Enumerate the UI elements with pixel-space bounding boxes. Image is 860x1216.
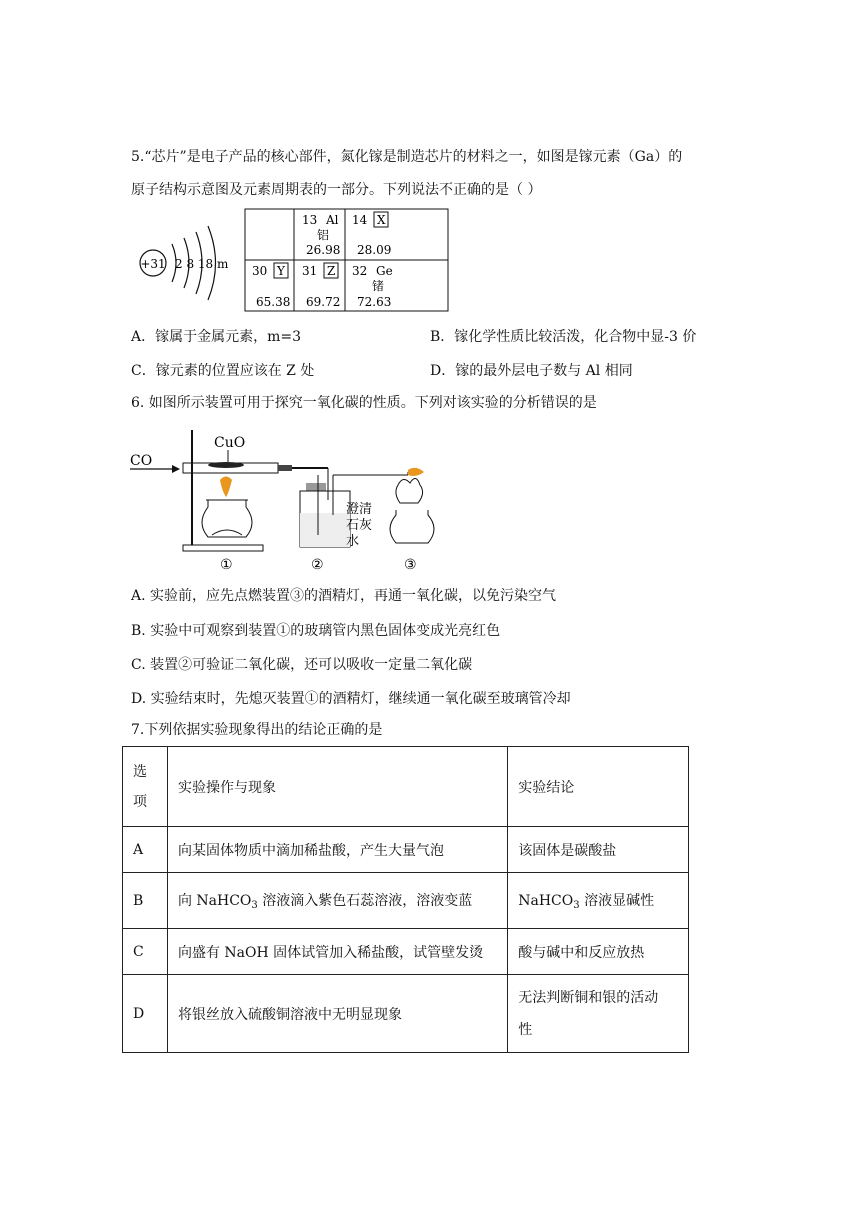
q6-option-c: C. 装置②可验证二氧化碳，还可以吸收一定量二氧化碳 (131, 657, 473, 673)
y-symbol: Y (277, 264, 285, 278)
q5-stem-line2: 原子结构示意图及元素周期表的一部分。下列说法不正确的是（ ） (131, 182, 542, 198)
x-symbol: X (377, 213, 386, 227)
al-mass: 26.98 (306, 243, 341, 257)
row-b-operation: 向 NaHCO$_3$ 溶液滴入紫色石蕊溶液，溶液变蓝 (167, 873, 507, 929)
apparatus-label-3: ③ (404, 557, 417, 573)
row-d-operation: 将银丝放入硫酸铜溶液中无明显现象 (167, 975, 507, 1053)
ge-mass: 72.63 (357, 295, 392, 309)
co-label: CO (130, 453, 153, 469)
ge-number: 32 (352, 264, 368, 278)
q5-option-d: D．镓的最外层电子数与 Al 相同 (430, 363, 633, 379)
periodic-table-fragment (245, 209, 448, 311)
y-number: 30 (252, 264, 268, 278)
al-name: 铝 (317, 228, 330, 242)
ge-name: 锗 (372, 279, 385, 293)
row-c-operation: 向盛有 NaOH 固体试管加入稀盐酸，试管壁发烫 (167, 929, 507, 975)
al-symbol: Al (326, 213, 339, 227)
cuo-label: CuO (214, 435, 246, 451)
limewater-label-1: 澄清 (346, 502, 373, 517)
row-a-operation: 向某固体物质中滴加稀盐酸，产生大量气泡 (167, 827, 507, 873)
table-row (123, 975, 689, 1053)
x-number: 14 (352, 213, 368, 227)
table-row (123, 873, 689, 929)
row-a-option: A (123, 827, 168, 873)
z-mass: 69.72 (306, 295, 341, 309)
row-d-option: D (123, 975, 168, 1053)
ge-symbol: Ge (376, 264, 393, 278)
q5-stem-line1: 5.“芯片”是电子产品的核心部件，氮化镓是制造芯片的材料之一，如图是镓元素（Ga）的 (131, 149, 683, 165)
z-number: 31 (302, 264, 318, 278)
q6-option-a: A. 实验前，应先点燃装置③的酒精灯，再通一氧化碳，以免污染空气 (131, 588, 557, 604)
row-d-conclusion: 无法判断铜和银的活动 性 (508, 975, 689, 1053)
electron-shells: 2 8 18 m (175, 257, 229, 271)
header-conclusion: 实验结论 (508, 747, 689, 827)
x-mass: 28.09 (357, 243, 392, 257)
nucleus-charge: +31 (140, 257, 166, 271)
y-mass: 65.38 (256, 295, 291, 309)
row-c-conclusion: 酸与碱中和反应放热 (508, 929, 689, 975)
header-option: 选 项 (123, 747, 168, 827)
limewater-label-2: 石灰 (346, 518, 373, 533)
row-c-option: C (123, 929, 168, 975)
limewater-label-3: 水 (346, 534, 360, 549)
table-row (123, 929, 689, 975)
apparatus-label-1: ① (220, 557, 233, 573)
q7-stem: 7.下列依据实验现象得出的结论正确的是 (131, 722, 383, 738)
q6-stem: 6. 如图所示装置可用于探究一氧化碳的性质。下列对该实验的分析错误的是 (131, 395, 597, 411)
row-a-conclusion: 该固体是碳酸盐 (508, 827, 689, 873)
q6-apparatus-figure (128, 425, 458, 575)
header-operation: 实验操作与现象 (167, 747, 507, 827)
q5-option-c: C．镓元素的位置应该在 Z 处 (131, 363, 315, 379)
table-row (123, 827, 689, 873)
q7-experiment-table (122, 746, 689, 1053)
q6-option-d: D. 实验结束时，先熄灭装置①的酒精灯，继续通一氧化碳至玻璃管冷却 (131, 691, 571, 707)
q5-figure (128, 208, 548, 314)
row-b-option: B (123, 873, 168, 929)
atom-structure-diagram (140, 226, 229, 300)
apparatus-label-2: ② (311, 557, 324, 573)
q5-option-b: B．镓化学性质比较活泼，化合物中显-3 价 (430, 329, 697, 345)
z-symbol: Z (327, 264, 336, 278)
q5-option-a: A．镓属于金属元素，m=3 (131, 329, 302, 345)
table-header-row (123, 747, 689, 827)
row-b-conclusion: NaHCO$_3$ 溶液显碱性 (508, 873, 689, 929)
q6-option-b: B. 实验中可观察到装置①的玻璃管内黑色固体变成光亮红色 (131, 623, 501, 639)
al-number: 13 (302, 213, 318, 227)
